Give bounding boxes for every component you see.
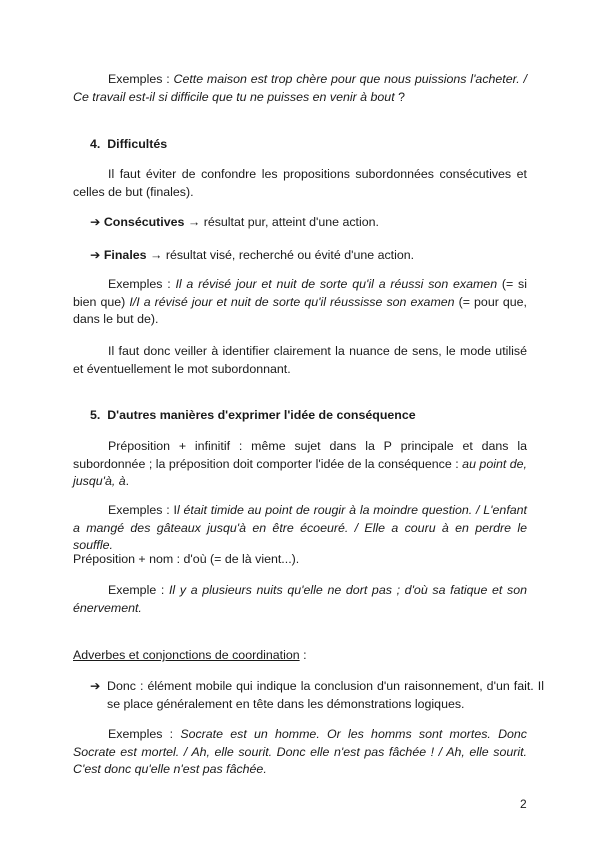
bullet-donc: ➔ Donc : élément mobile qui indique la conclusion d'un raisonnement, d'un fait. Il se place généralement en tête dans les démonstrations logiques. [90, 679, 544, 711]
paragraph-preposition-infinitif: Préposition + infinitif : même sujet dans la P principale et dans la subordonnée ; la préposition doit comporter l'idée de la conséquence : au point de, jusqu'à, à. [73, 439, 527, 488]
arrow-icon: ➔ [90, 215, 101, 229]
page-number: 2 [520, 797, 527, 811]
bullet-finales: ➔ Finales → résultat visé, recherché ou évité d'une action. [90, 248, 415, 262]
paragraph-examples-5: Exemples : Socrate est un homme. Or les homms sont mortes. Donc Socrate est mortel. / Ah, elle sourit. Donc elle n'est pas fâchée ! / Ah, elle sourit. C'est donc qu'elle n'est pas fâchée. [73, 727, 528, 776]
paragraph-preposition-nom: Préposition + nom : d'où (= de là vient...). [73, 552, 300, 566]
arrow-icon: ➔ [90, 679, 101, 693]
paragraph-examples-1: Exemples : Cette maison est trop chère pour que nous puissions l'acheter. / Ce travail est-il si difficile que tu ne puisses en venir à bout ? [73, 72, 528, 104]
paragraph-difficultes: Il faut éviter de confondre les propositions subordonnées consécutives et celles de but (finales). [73, 167, 527, 199]
paragraph-examples-3: Exemples : Il était timide au point de rougir à la moindre question. / L'enfant a mangé des gâteaux jusqu'à en être écoeuré. / Elle a couru à en perdre le souffle. [73, 503, 527, 552]
paragraph-nuance: Il faut donc veiller à identifier clairement la nuance de sens, le mode utilisé et éventuellement le mot subordonnant. [73, 344, 527, 376]
section-heading-4: 4. Difficultés [90, 137, 168, 151]
paragraph-examples-2: Exemples : Il a révisé jour et nuit de sorte qu'il a réussi son examen (= si bien que) I/I a révisé jour et nuit de sorte qu'il réussisse son examen (= pour que, dans le but de). [73, 277, 528, 326]
bullet-consecutives: ➔ Consécutives → résultat pur, atteint d'une action. [90, 215, 379, 229]
section-heading-5: 5. D'autres manières d'exprimer l'idée de conséquence [90, 408, 416, 422]
paragraph-example-4: Exemple : Il y a plusieurs nuits qu'elle ne dort pas ; d'où sa fatique et son énervement. [73, 583, 527, 615]
arrow-icon: ➔ [90, 248, 101, 262]
subheading-adverbes: Adverbes et conjonctions de coordination : [73, 648, 307, 662]
